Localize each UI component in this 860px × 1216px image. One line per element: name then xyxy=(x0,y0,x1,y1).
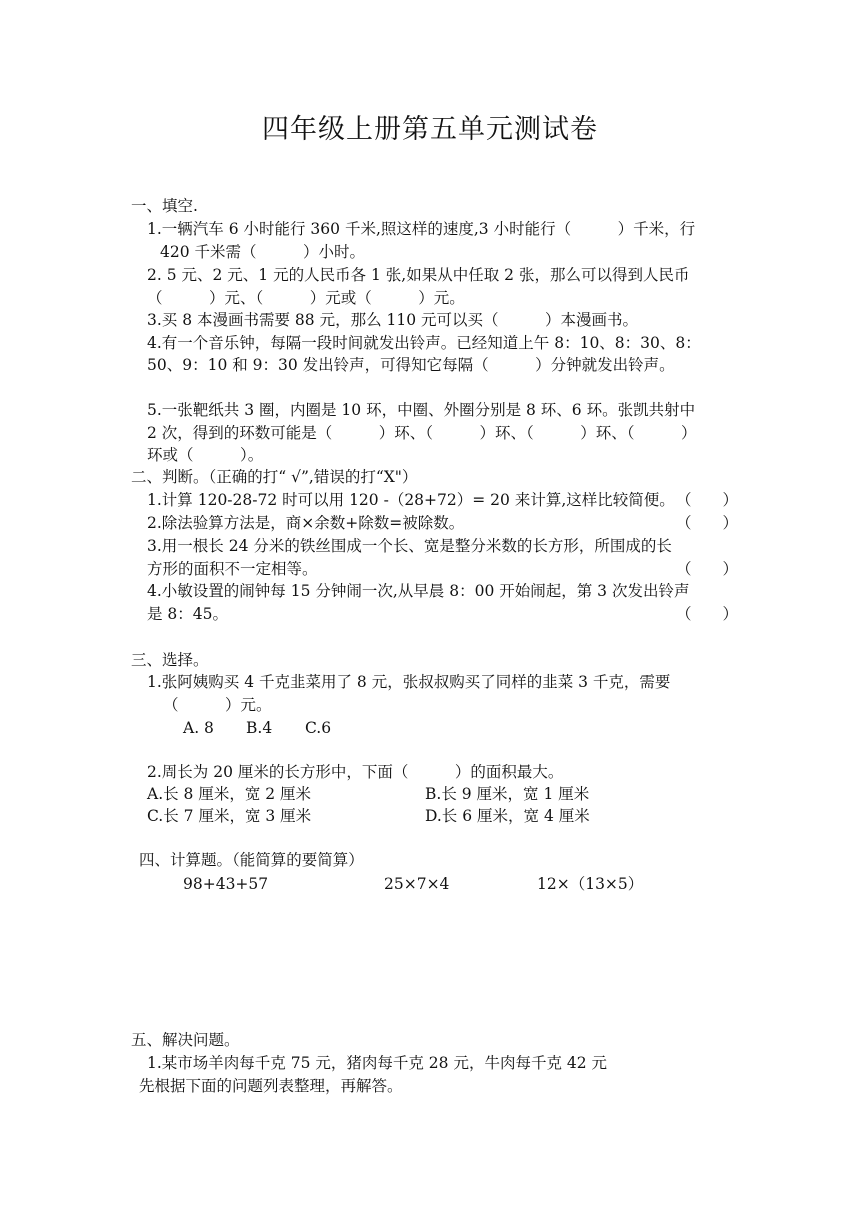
s5-q1-line2: 先根据下面的问题列表整理，再解答。 xyxy=(139,1077,403,1095)
s2-q4-line2: 是 8：45。 xyxy=(147,605,229,623)
section-4-heading: 四、计算题。（能简算的要简算） xyxy=(139,851,364,869)
s1-q2-line1: 2. 5 元、2 元、1 元的人民币各 1 张,如果从中任取 2 张，那么可以得到人民币 xyxy=(147,266,690,284)
s2-q1-line1: 1.计算 120-28-72 时可以用 120 -（28+72）= 20 来计算,这样比较简便。 xyxy=(147,491,675,509)
s3-q2-option-d: D.长 6 厘米，宽 4 厘米 xyxy=(425,807,590,825)
s3-q2-line1: 2.周长为 20 厘米的长方形中，下面（ ）的面积最大。 xyxy=(147,763,564,781)
s4-item-1: 98+43+57 xyxy=(183,875,269,893)
page-title: 四年级上册第五单元测试卷 xyxy=(262,114,598,145)
s2-q2-answer-paren: （ ） xyxy=(676,514,739,532)
s3-q1-option-b: B.4 xyxy=(246,719,273,737)
s1-q4-line2: 50、9：10 和 9：30 发出铃声，可得知它每隔（ ）分钟就发出铃声。 xyxy=(147,356,675,374)
s2-q3-answer-paren: （ ） xyxy=(676,560,739,578)
section-1-heading: 一、填空. xyxy=(131,197,198,215)
s2-q1-answer-paren: （ ） xyxy=(676,491,739,509)
s2-q2-line1: 2.除法验算方法是，商×余数+除数=被除数。 xyxy=(147,514,465,532)
s2-q4-line1: 4.小敏设置的闹钟每 15 分钟闹一次,从早晨 8：00 开始闹起，第 3 次发出铃声 xyxy=(147,582,690,600)
s1-q1-line1: 1.一辆汽车 6 小时能行 360 千米,照这样的速度,3 小时能行（ ）千米，行 xyxy=(147,220,696,238)
s4-item-3: 12×（13×5） xyxy=(537,875,644,893)
s3-q1-line1: 1.张阿姨购买 4 千克韭菜用了 8 元，张叔叔购买了同样的韭菜 3 千克，需要 xyxy=(147,673,671,691)
s1-q5-line3: 环或（ ）。 xyxy=(147,446,264,464)
s1-q1-line2: 420 千米需（ ）小时。 xyxy=(160,243,366,261)
s2-q4-answer-paren: （ ） xyxy=(676,605,739,623)
s3-q2-option-b: B.长 9 厘米，宽 1 厘米 xyxy=(425,785,590,803)
s1-q4-line1: 4.有一个音乐钟，每隔一段时间就发出铃声。已经知道上午 8：10、8：30、8： xyxy=(147,334,701,352)
section-2-heading: 二、判断。（正确的打“ √”,错误的打“X"） xyxy=(131,468,418,486)
s1-q2-line2: （ ）元、（ ）元或（ ）元。 xyxy=(147,289,465,307)
s1-q5-line2: 2 次，得到的环数可能是（ ）环、（ ）环、（ ）环、（ ） xyxy=(147,424,697,442)
s3-q2-option-c: C.长 7 厘米，宽 3 厘米 xyxy=(147,807,312,825)
s2-q3-line1: 3.用一根长 24 分米的铁丝围成一个长、宽是整分米数的长方形，所围成的长 xyxy=(147,537,672,555)
section-3-heading: 三、选择。 xyxy=(131,651,209,669)
s1-q5-line1: 5.一张靶纸共 3 圈，内圈是 10 环，中圈、外圈分别是 8 环、6 环。张凯共射中 xyxy=(147,401,696,419)
s2-q3-line2: 方形的面积不一定相等。 xyxy=(147,560,318,578)
s3-q1-option-a: A. 8 xyxy=(183,719,214,737)
s5-q1-line1: 1.某市场羊肉每千克 75 元，猪肉每千克 28 元，牛肉每千克 42 元 xyxy=(147,1054,608,1072)
s4-item-2: 25×7×4 xyxy=(384,875,450,893)
section-5-heading: 五、解决问题。 xyxy=(131,1031,240,1049)
s3-q1-line2: （ ）元。 xyxy=(163,696,272,714)
s3-q2-option-a: A.长 8 厘米，宽 2 厘米 xyxy=(147,785,312,803)
s3-q1-option-c: C.6 xyxy=(305,719,332,737)
s1-q3-line1: 3.买 8 本漫画书需要 88 元，那么 110 元可以买（ ）本漫画书。 xyxy=(147,311,639,329)
